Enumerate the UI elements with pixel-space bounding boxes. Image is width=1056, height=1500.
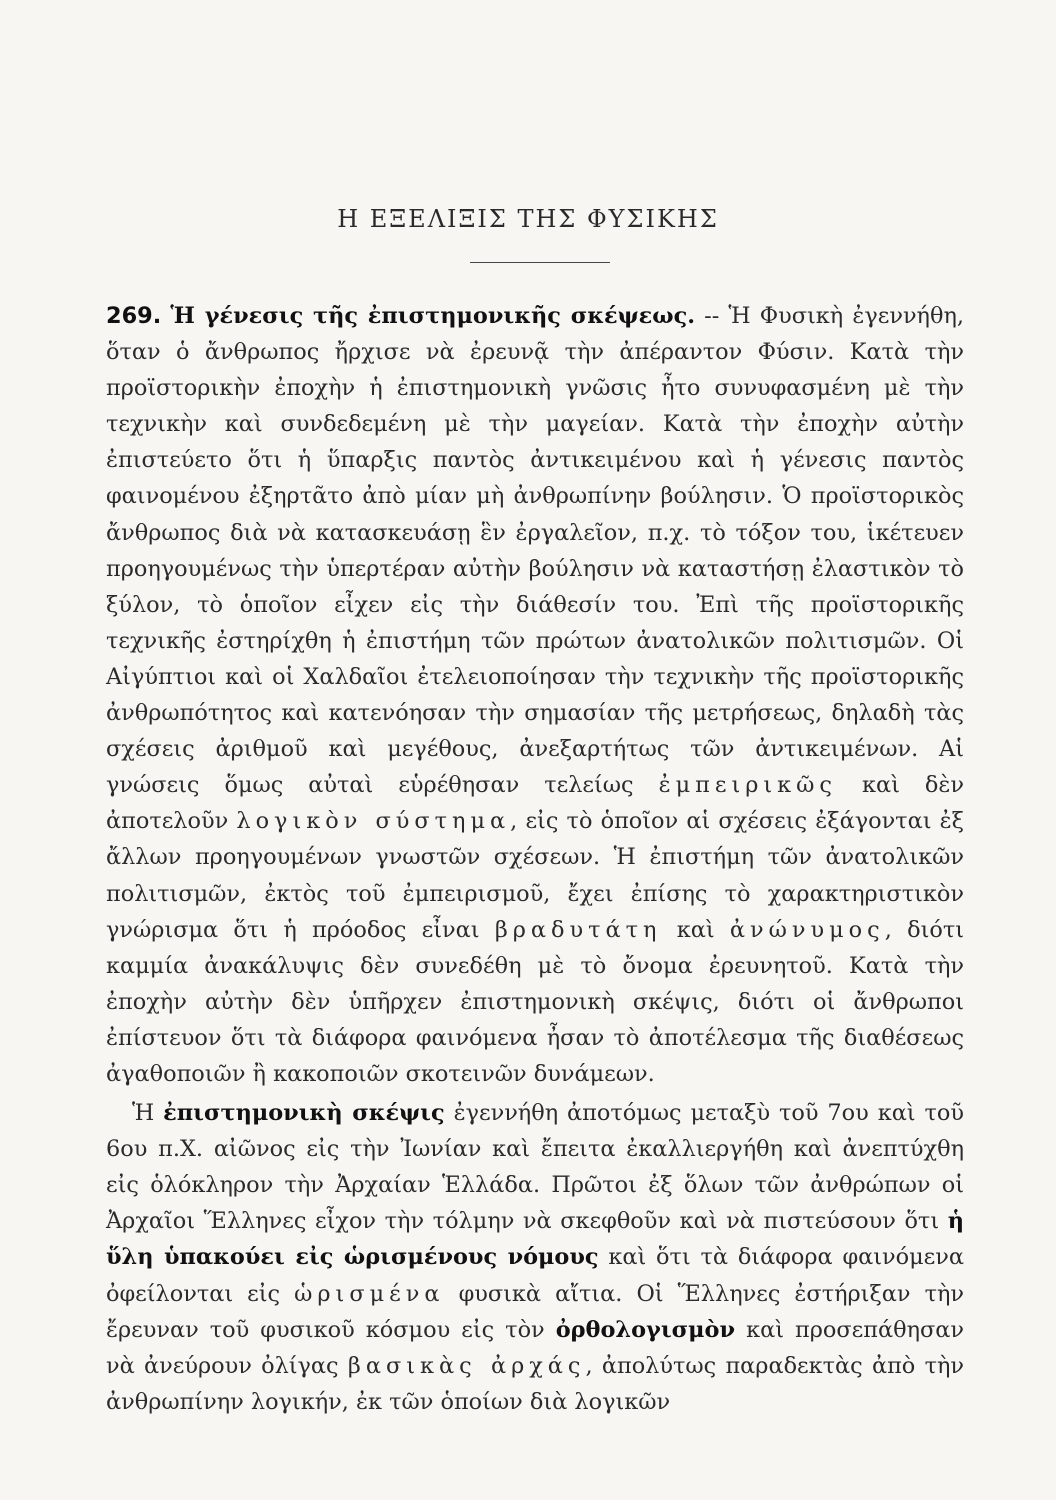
spaced-term: βασικὰς ἀρχάς	[347, 1352, 586, 1379]
text-run: ἐγεννήθη ἀποτόμως μεταξὺ τοῦ 7ου καὶ τοῦ 6ου π.Χ. αἰῶνος εἰς τὴν Ἰωνίαν καὶ ἔπειτα ἐκαλλιεργήθη καὶ ἀνεπτύχθη εἰς ὁλόκληρον τὴν Ἀρχαίαν Ἑλλάδα. Πρῶτοι ἐξ ὅλων τῶν ἀνθρώπων οἱ Ἀρχαῖοι Ἕλληνες εἶχον τὴν τόλμην νὰ σκεφθοῦν καὶ νὰ πιστεύσουν ὅτι	[106, 1100, 964, 1235]
spaced-term: ἀνώνυμος	[729, 916, 885, 943]
text-run: καὶ ὅτι τὰ διάφορα φαινόμενα ὀφείλονται εἰς	[106, 1244, 964, 1307]
spaced-term: ὡρισμένα	[294, 1280, 445, 1307]
text-run: , εἰς τὸ ὁποῖον αἱ σχέσεις ἐξάγονται ἐξ ἄλλων προηγουμένων γνωστῶν σχέσεων. Ἡ ἐπιστήμη τῶν ἀνατολικῶν πολιτισμῶν, ἐκτὸς τοῦ ἐμπειρισμοῦ, ἔχει ἐπίσης τὸ χαρακτηριστικὸν γνώρισμα ὅτι ἡ πρόοδος εἶναι	[106, 808, 964, 943]
page-title: Η ΕΞΕΛΙΞΙΣ ΤΗΣ ΦΥΣΙΚΗΣ	[337, 205, 719, 233]
bold-term: ὀρθολογισμὸν	[555, 1316, 736, 1343]
spaced-term: ἐμπειρικῶς	[658, 772, 837, 799]
text-run: καὶ	[661, 916, 730, 943]
text-run: καὶ προσεπάθησαν νὰ ἀνεύρουν ὀλίγας	[106, 1316, 965, 1379]
text-run: φυσικὰ αἴτια. Οἱ Ἕλληνες ἐστήριξαν τὴν ἔρευναν τοῦ φυσικοῦ κόσμου εἰς τὸν	[106, 1280, 964, 1343]
text-run: Ἡ	[132, 1100, 164, 1127]
spaced-term: βραδυτάτη	[494, 916, 662, 943]
title-rule	[470, 262, 610, 263]
text-run: καὶ δὲν ἀποτελοῦν	[106, 772, 964, 835]
body-text	[106, 298, 964, 1420]
section-number: 269.	[106, 303, 162, 329]
bold-term: ἡ ὕλη ὑπακούει εἰς ὡρισμένους νόμους	[106, 1208, 964, 1271]
section-heading: Ἡ γένεσις τῆς ἐπιστημονικῆς σκέψεως.	[170, 303, 696, 329]
text-run: , διότι καμμία ἀνακάλυψις δὲν συνεδέθη μὲ τὸ ὄνομα ἐρευνητοῦ. Κατὰ τὴν ἐποχὴν αὐτὴν δὲν ὑπῆρχεν ἐπιστημονικὴ σκέψις, διότι οἱ ἄνθρωποι ἐπίστευον ὅτι τὰ διάφορα φαινόμενα ἦσαν τὸ ἀποτέλεσμα τῆς διαθέσεως ἀγαθοποιῶν ἢ κακοποιῶν σκοτεινῶν δυνάμεων.	[106, 916, 964, 1087]
text-run: , ἀπολύτως παραδεκτὰς ἀπὸ τὴν ἀνθρωπίνην λογικήν, ἐκ τῶν ὁποίων διὰ λογικῶν	[106, 1352, 964, 1415]
paragraph-1	[106, 298, 964, 1092]
spaced-term: λογικὸν σύστημα	[236, 808, 511, 835]
text-run: Ἡ Φυσικὴ ἐγεννήθη, ὅταν ὁ ἄνθρωπος ἤρχισε νὰ ἐρευνᾷ τὴν ἀπέραντον Φύσιν. Κατὰ τὴν προϊστορικὴν ἐποχὴν ἡ ἐπιστημονικὴ γνῶσις ἦτο συνυφασμένη μὲ τὴν τεχνικὴν καὶ συνδεδεμένη μὲ τὴν μαγείαν. Κατὰ τὴν ἐποχὴν αὐτὴν ἐπιστεύετο ὅτι ἡ ὕπαρξις παντὸς ἀντικειμένου καὶ ἡ γένεσις παντὸς φαινομένου ἐξηρτᾶτο ἀπὸ μίαν μὴ ἀνθρωπίνην βούλησιν. Ὁ προϊστορικὸς ἄνθρωπος διὰ νὰ κατασκευάσῃ ἓν ἐργαλεῖον, π.χ. τὸ τόξον του, ἱκέτευεν προηγουμένως τὴν ὑπερτέραν αὐτὴν βούλησιν νὰ καταστήσῃ ἐλαστικὸν τὸ ξύλον, τὸ ὁποῖον εἶχεν εἰς τὴν διάθεσίν του. Ἐπὶ τῆς προϊστορικῆς τεχνικῆς ἐστηρίχθη ἡ ἐπιστήμη τῶν πρώτων ἀνατολικῶν πολιτισμῶν. Οἱ Αἰγύπτιοι καὶ οἱ Χαλδαῖοι ἐτελειοποίησαν τὴν τεχνικὴν τῆς προϊστορικῆς ἀνθρωπότητος καὶ κατενόησαν τὴν σημασίαν τῆς μετρήσεως, δηλαδὴ τὰς σχέσεις ἀριθμοῦ καὶ μεγέθους, ἀνεξαρτήτως τῶν ἀντικειμένων. Αἱ γνώσεις ὅμως αὐταὶ εὑρέθησαν τελείως	[106, 303, 964, 799]
heading-dash: --	[695, 303, 729, 329]
paragraph-2	[106, 1095, 964, 1420]
bold-term: ἐπιστημονικὴ σκέψις	[163, 1100, 445, 1127]
